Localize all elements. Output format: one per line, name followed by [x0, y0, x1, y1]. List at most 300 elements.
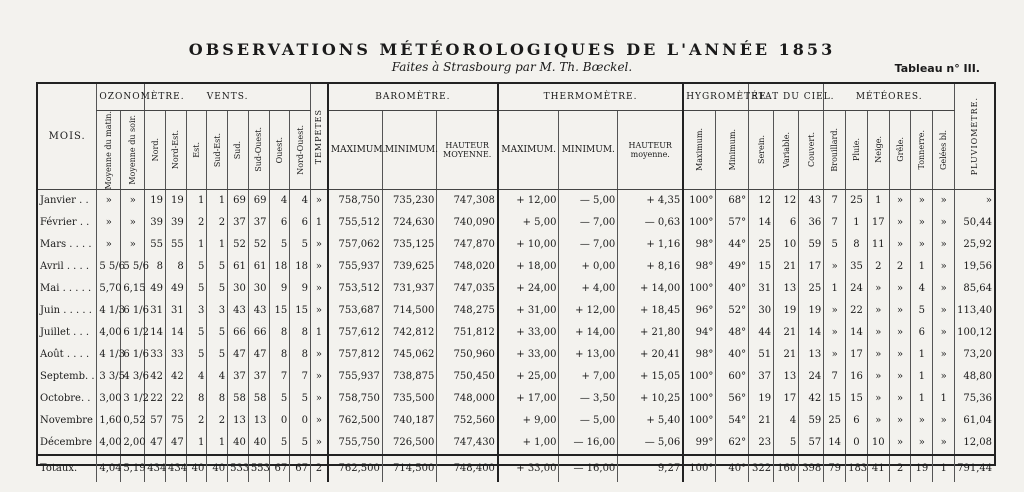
cell-hygrometre: 100°: [683, 410, 716, 432]
cell-thermometre: + 10,25: [618, 388, 683, 410]
cell-meteore: 41: [867, 455, 889, 482]
header-vent-se: Sud-Est.: [207, 110, 228, 189]
cell-vent: 5: [290, 432, 311, 455]
header-tempetes: TEMPÊTES: [310, 84, 327, 189]
cell-meteore: »: [933, 234, 955, 256]
cell-vent: 3: [207, 300, 228, 322]
header-mois: MOIS.: [38, 84, 97, 189]
table-reference: Tableau n° III.: [894, 62, 980, 75]
cell-etat-ciel: 30: [749, 300, 774, 322]
cell-hygrometre: 100°: [683, 455, 716, 482]
cell-meteore: 1: [933, 388, 955, 410]
cell-ozone: 3 3/5: [97, 366, 121, 388]
cell-hygrometre: 100°: [683, 278, 716, 300]
header-meteo-tonnerre: Tonnerre.: [911, 110, 933, 189]
cell-ozone: 5 5/6: [121, 256, 145, 278]
cell-meteore: 6: [911, 322, 933, 344]
cell-etat-ciel: 19: [774, 300, 799, 322]
cell-ozone: 1,60: [97, 410, 121, 432]
cell-thermometre: — 16,00: [559, 455, 618, 482]
cell-vent: 43: [228, 300, 249, 322]
cell-meteore: »: [911, 432, 933, 455]
cell-ozone: 4,04: [97, 455, 121, 482]
cell-etat-ciel: 59: [799, 234, 824, 256]
header-etat-ciel: ÉTAT DU CIEL.: [749, 84, 824, 110]
cell-barometre: 714,500: [382, 300, 436, 322]
table-row: [38, 234, 994, 256]
cell-vent: 22: [145, 388, 166, 410]
header-barometre: BAROMÈTRE.: [328, 84, 498, 110]
cell-vent: 19: [145, 189, 166, 212]
cell-meteore: »: [867, 410, 889, 432]
cell-hygrometre: 98°: [683, 344, 716, 366]
cell-vent: 55: [166, 234, 187, 256]
cell-thermometre: + 9,00: [498, 410, 559, 432]
cell-meteore: 17: [867, 212, 889, 234]
table-row: [38, 300, 994, 322]
cell-barometre: 755,750: [328, 432, 382, 455]
cell-barometre: 748,000: [437, 388, 498, 410]
cell-etat-ciel: 36: [799, 212, 824, 234]
cell-meteore: 1: [867, 189, 889, 212]
cell-tempete: 1: [310, 322, 327, 344]
cell-meteore: »: [867, 300, 889, 322]
cell-meteore: »: [867, 366, 889, 388]
cell-barometre: 752,560: [437, 410, 498, 432]
cell-etat-ciel: 59: [799, 410, 824, 432]
cell-barometre: 757,612: [328, 322, 382, 344]
cell-meteore: »: [889, 432, 911, 455]
cell-pluviometre: 113,40: [955, 300, 994, 322]
cell-vent: 8: [145, 256, 166, 278]
cell-etat-ciel: 21: [774, 256, 799, 278]
cell-hygrometre: 44°: [716, 234, 749, 256]
cell-etat-ciel: 31: [749, 278, 774, 300]
table-row: [38, 322, 994, 344]
cell-vent: 66: [248, 322, 269, 344]
cell-ozone: 2,00: [121, 432, 145, 455]
header-ozonometre: OZONOMÈTRE.: [97, 84, 145, 110]
cell-etat-ciel: 44: [749, 322, 774, 344]
cell-thermometre: — 5,00: [559, 189, 618, 212]
cell-barometre: 740,187: [382, 410, 436, 432]
cell-meteore: 22: [846, 300, 868, 322]
cell-vent: 8: [269, 344, 290, 366]
cell-ozone: 4 3/6: [121, 366, 145, 388]
cell-vent: 43: [248, 300, 269, 322]
cell-ozone: 6,15: [121, 278, 145, 300]
cell-vent: 5: [186, 322, 207, 344]
cell-vent: 0: [290, 410, 311, 432]
cell-etat-ciel: 398: [799, 455, 824, 482]
header-meteo-grele: Grêle.: [889, 110, 911, 189]
cell-vent: 61: [248, 256, 269, 278]
cell-tempete: »: [310, 234, 327, 256]
cell-meteore: »: [889, 278, 911, 300]
cell-thermometre: + 33,00: [498, 344, 559, 366]
cell-meteore: »: [933, 432, 955, 455]
table-row: [38, 344, 994, 366]
header-meteores: MÉTÉORES.: [824, 84, 955, 110]
cell-ozone: »: [121, 234, 145, 256]
cell-meteore: »: [933, 212, 955, 234]
cell-meteore: 183: [846, 455, 868, 482]
cell-meteore: »: [911, 189, 933, 212]
cell-vent: 61: [228, 256, 249, 278]
cell-meteore: »: [933, 300, 955, 322]
header-vent-so: Sud-Ouest.: [248, 110, 269, 189]
cell-vent: 2: [207, 410, 228, 432]
cell-vent: 8: [166, 256, 187, 278]
cell-vent: 40: [228, 432, 249, 455]
header-baro-moy: HAUTEUR MOYENNE.: [437, 110, 498, 189]
header-vent-s: Sud.: [228, 110, 249, 189]
cell-tempete: »: [310, 344, 327, 366]
cell-thermometre: + 14,00: [618, 278, 683, 300]
cell-etat-ciel: 17: [774, 388, 799, 410]
cell-barometre: 750,450: [437, 366, 498, 388]
cell-etat-ciel: 19: [749, 388, 774, 410]
cell-thermometre: + 13,00: [559, 344, 618, 366]
cell-mois: Août . . . .: [40, 349, 90, 361]
cell-meteore: 14: [824, 432, 846, 455]
cell-barometre: 740,090: [437, 212, 498, 234]
cell-meteore: 7: [824, 212, 846, 234]
cell-meteore: »: [824, 344, 846, 366]
header-hygro-min: Minimum.: [716, 110, 749, 189]
cell-barometre: 735,125: [382, 234, 436, 256]
header-meteo-brouillard: Brouillard.: [824, 110, 846, 189]
cell-vent: 58: [228, 388, 249, 410]
cell-meteore: 16: [846, 366, 868, 388]
cell-thermometre: + 12,00: [498, 189, 559, 212]
cell-hygrometre: 96°: [683, 300, 716, 322]
cell-meteore: »: [867, 344, 889, 366]
cell-barometre: 757,062: [328, 234, 382, 256]
cell-thermometre: + 18,45: [618, 300, 683, 322]
cell-meteore: 1: [933, 455, 955, 482]
cell-tempete: 1: [310, 212, 327, 234]
cell-vent: 39: [145, 212, 166, 234]
cell-meteore: »: [933, 322, 955, 344]
cell-thermometre: + 33,00: [498, 455, 559, 482]
cell-mois: Mai . . . . .: [40, 283, 92, 295]
cell-etat-ciel: 10: [774, 234, 799, 256]
header-meteo-gelees: Gelées bl.: [933, 110, 955, 189]
cell-vent: 8: [269, 322, 290, 344]
cell-pluviometre: 73,20: [955, 344, 994, 366]
table-row: [38, 410, 994, 432]
totals-row: [38, 455, 994, 482]
cell-mois: Février . .: [40, 217, 90, 229]
cell-barometre: 751,812: [437, 322, 498, 344]
cell-vent: 15: [269, 300, 290, 322]
cell-tempete: 2: [310, 455, 327, 482]
cell-barometre: 739,625: [382, 256, 436, 278]
cell-etat-ciel: 13: [799, 344, 824, 366]
cell-tempete: »: [310, 256, 327, 278]
cell-ozone: 3,00: [97, 388, 121, 410]
cell-meteore: »: [889, 189, 911, 212]
cell-barometre: 724,630: [382, 212, 436, 234]
cell-vent: 22: [166, 388, 187, 410]
cell-tempete: »: [310, 278, 327, 300]
table-row: [38, 212, 994, 234]
table-body: [38, 189, 994, 482]
cell-barometre: 714,500: [382, 455, 436, 482]
cell-thermometre: + 1,00: [498, 432, 559, 455]
cell-vent: 5: [207, 344, 228, 366]
cell-etat-ciel: 25: [799, 278, 824, 300]
cell-vent: 4: [207, 366, 228, 388]
cell-vent: 8: [207, 388, 228, 410]
cell-meteore: 15: [846, 388, 868, 410]
cell-etat-ciel: 15: [749, 256, 774, 278]
cell-barometre: 755,512: [328, 212, 382, 234]
cell-vent: 66: [228, 322, 249, 344]
cell-barometre: 757,812: [328, 344, 382, 366]
cell-meteore: »: [867, 278, 889, 300]
cell-vent: 8: [290, 344, 311, 366]
cell-meteore: 1: [846, 212, 868, 234]
cell-barometre: 748,400: [437, 455, 498, 482]
cell-pluviometre: 25,92: [955, 234, 994, 256]
header-meteo-neige: Neige.: [867, 110, 889, 189]
cell-vent: 67: [290, 455, 311, 482]
cell-ozone: 5 5/6: [97, 256, 121, 278]
cell-hygrometre: 54°: [716, 410, 749, 432]
cell-vent: 39: [166, 212, 187, 234]
cell-hygrometre: 49°: [716, 256, 749, 278]
cell-meteore: 10: [867, 432, 889, 455]
header-baro-max: MAXIMUM.: [328, 110, 382, 189]
cell-etat-ciel: 160: [774, 455, 799, 482]
cell-barometre: 758,750: [328, 189, 382, 212]
table-row: [38, 366, 994, 388]
header-vent-ne: Nord-Est.: [166, 110, 187, 189]
cell-thermometre: + 15,05: [618, 366, 683, 388]
cell-mois: Mars . . . .: [40, 239, 92, 251]
cell-barometre: 742,812: [382, 322, 436, 344]
cell-ozone: »: [97, 234, 121, 256]
cell-vent: 31: [145, 300, 166, 322]
cell-vent: 5: [207, 256, 228, 278]
table-row: [38, 432, 994, 455]
cell-barometre: 745,062: [382, 344, 436, 366]
header-thermo-moy: HAUTEUR moyenne.: [618, 110, 683, 189]
cell-vent: 553: [248, 455, 269, 482]
cell-etat-ciel: 21: [774, 322, 799, 344]
cell-thermometre: — 7,00: [559, 234, 618, 256]
header-baro-min: MINIMUM.: [382, 110, 436, 189]
cell-barometre: 747,430: [437, 432, 498, 455]
cell-ozone: »: [97, 189, 121, 212]
cell-vent: 4: [269, 189, 290, 212]
cell-etat-ciel: 6: [774, 212, 799, 234]
cell-meteore: »: [911, 212, 933, 234]
header-vent-o: Ouest.: [269, 110, 290, 189]
cell-vent: 37: [248, 366, 269, 388]
cell-hygrometre: 68°: [716, 189, 749, 212]
cell-barometre: 747,870: [437, 234, 498, 256]
cell-meteore: »: [889, 300, 911, 322]
cell-meteore: »: [933, 410, 955, 432]
header-thermo-min: MINIMUM.: [559, 110, 618, 189]
cell-meteore: »: [933, 189, 955, 212]
cell-meteore: »: [889, 366, 911, 388]
cell-vent: 0: [269, 410, 290, 432]
cell-vent: 13: [228, 410, 249, 432]
cell-etat-ciel: 4: [774, 410, 799, 432]
cell-hygrometre: 40°: [716, 344, 749, 366]
cell-barometre: 762,500: [328, 455, 382, 482]
cell-vent: 37: [248, 212, 269, 234]
cell-vent: 2: [207, 212, 228, 234]
cell-thermometre: + 20,41: [618, 344, 683, 366]
cell-ozone: 6 1/6: [121, 344, 145, 366]
cell-hygrometre: 56°: [716, 388, 749, 410]
cell-meteore: 0: [846, 432, 868, 455]
cell-vent: 1: [207, 432, 228, 455]
cell-etat-ciel: 43: [799, 189, 824, 212]
cell-ozone: »: [97, 212, 121, 234]
cell-tempete: »: [310, 388, 327, 410]
cell-hygrometre: 48°: [716, 322, 749, 344]
cell-barometre: 748,275: [437, 300, 498, 322]
cell-vent: 3: [186, 300, 207, 322]
cell-meteore: 79: [824, 455, 846, 482]
cell-barometre: 753,687: [328, 300, 382, 322]
header-ciel-couvert: Couvert.: [799, 110, 824, 189]
cell-vent: 533: [228, 455, 249, 482]
cell-hygrometre: 94°: [683, 322, 716, 344]
cell-vent: 1: [186, 189, 207, 212]
group-header-row: [38, 84, 994, 110]
cell-vent: 5: [290, 388, 311, 410]
header-thermo-max: MAXIMUM.: [498, 110, 559, 189]
cell-etat-ciel: 322: [749, 455, 774, 482]
cell-meteore: 1: [824, 278, 846, 300]
cell-thermometre: + 0,00: [559, 256, 618, 278]
cell-meteore: 4: [911, 278, 933, 300]
cell-vent: 9: [269, 278, 290, 300]
cell-vent: 14: [166, 322, 187, 344]
cell-meteore: 5: [824, 234, 846, 256]
cell-meteore: »: [933, 344, 955, 366]
cell-vent: 2: [186, 410, 207, 432]
cell-meteore: »: [889, 344, 911, 366]
cell-mois: Avril . . . .: [40, 261, 90, 273]
cell-meteore: »: [824, 256, 846, 278]
table-row: [38, 256, 994, 278]
cell-ozone: 6 1/6: [121, 300, 145, 322]
header-meteo-pluie: Pluie.: [846, 110, 868, 189]
cell-barometre: 758,750: [328, 388, 382, 410]
cell-vent: 33: [166, 344, 187, 366]
cell-thermometre: + 12,00: [559, 300, 618, 322]
cell-vent: 75: [166, 410, 187, 432]
cell-vent: 30: [228, 278, 249, 300]
cell-meteore: 6: [846, 410, 868, 432]
cell-vent: 5: [186, 256, 207, 278]
cell-meteore: 5: [911, 300, 933, 322]
cell-vent: 6: [269, 212, 290, 234]
cell-meteore: »: [824, 322, 846, 344]
cell-vent: 5: [290, 234, 311, 256]
cell-pluviometre: 100,12: [955, 322, 994, 344]
header-ciel-serein: Serein.: [749, 110, 774, 189]
cell-etat-ciel: 25: [749, 234, 774, 256]
cell-tempete: »: [310, 366, 327, 388]
cell-thermometre: 9,27: [618, 455, 683, 482]
cell-vent: 7: [269, 366, 290, 388]
cell-thermometre: + 18,00: [498, 256, 559, 278]
cell-vent: 47: [166, 432, 187, 455]
page-title: OBSERVATIONS MÉTÉOROLOGIQUES DE L'ANNÉE 1853: [188, 40, 836, 59]
cell-barometre: 738,875: [382, 366, 436, 388]
cell-vent: 55: [145, 234, 166, 256]
cell-thermometre: + 7,00: [559, 366, 618, 388]
cell-vent: 47: [248, 344, 269, 366]
cell-vent: 1: [186, 234, 207, 256]
cell-meteore: 35: [846, 256, 868, 278]
cell-meteore: 1: [911, 344, 933, 366]
cell-pluviometre: »: [955, 189, 994, 212]
cell-pluviometre: 791,44: [955, 455, 994, 482]
cell-vent: 37: [228, 212, 249, 234]
cell-vent: 19: [166, 189, 187, 212]
cell-thermometre: — 3,50: [559, 388, 618, 410]
cell-vent: 5: [207, 322, 228, 344]
cell-meteore: 1: [911, 366, 933, 388]
cell-meteore: »: [933, 278, 955, 300]
cell-vent: 69: [228, 189, 249, 212]
cell-mois: Octobre. .: [40, 393, 91, 405]
cell-vent: 1: [207, 189, 228, 212]
cell-thermometre: — 16,00: [559, 432, 618, 455]
cell-barometre: 755,937: [328, 256, 382, 278]
cell-vent: 6: [290, 212, 311, 234]
cell-meteore: »: [867, 322, 889, 344]
cell-meteore: »: [824, 300, 846, 322]
cell-etat-ciel: 14: [749, 212, 774, 234]
cell-etat-ciel: 14: [799, 322, 824, 344]
cell-meteore: 24: [846, 278, 868, 300]
cell-vent: 5: [207, 278, 228, 300]
cell-barometre: 762,500: [328, 410, 382, 432]
cell-vent: 18: [269, 256, 290, 278]
cell-hygrometre: 52°: [716, 300, 749, 322]
header-hygrometre: HYGROMÈTRE.: [683, 84, 748, 110]
cell-vent: 13: [248, 410, 269, 432]
cell-vent: 7: [290, 366, 311, 388]
cell-ozone: 4 1/3: [97, 300, 121, 322]
cell-barometre: 747,308: [437, 189, 498, 212]
cell-meteore: 8: [846, 234, 868, 256]
cell-mois: Juin . . . . .: [40, 305, 92, 317]
cell-vent: 4: [290, 189, 311, 212]
cell-pluviometre: 12,08: [955, 432, 994, 455]
cell-thermometre: + 17,00: [498, 388, 559, 410]
cell-etat-ciel: 51: [749, 344, 774, 366]
cell-vent: 1: [207, 234, 228, 256]
cell-meteore: »: [889, 234, 911, 256]
cell-etat-ciel: 21: [774, 344, 799, 366]
cell-vent: 40: [207, 455, 228, 482]
cell-vent: 40: [248, 432, 269, 455]
cell-thermometre: + 24,00: [498, 278, 559, 300]
header-oz-matin: Moyenne du matin.: [97, 110, 121, 189]
